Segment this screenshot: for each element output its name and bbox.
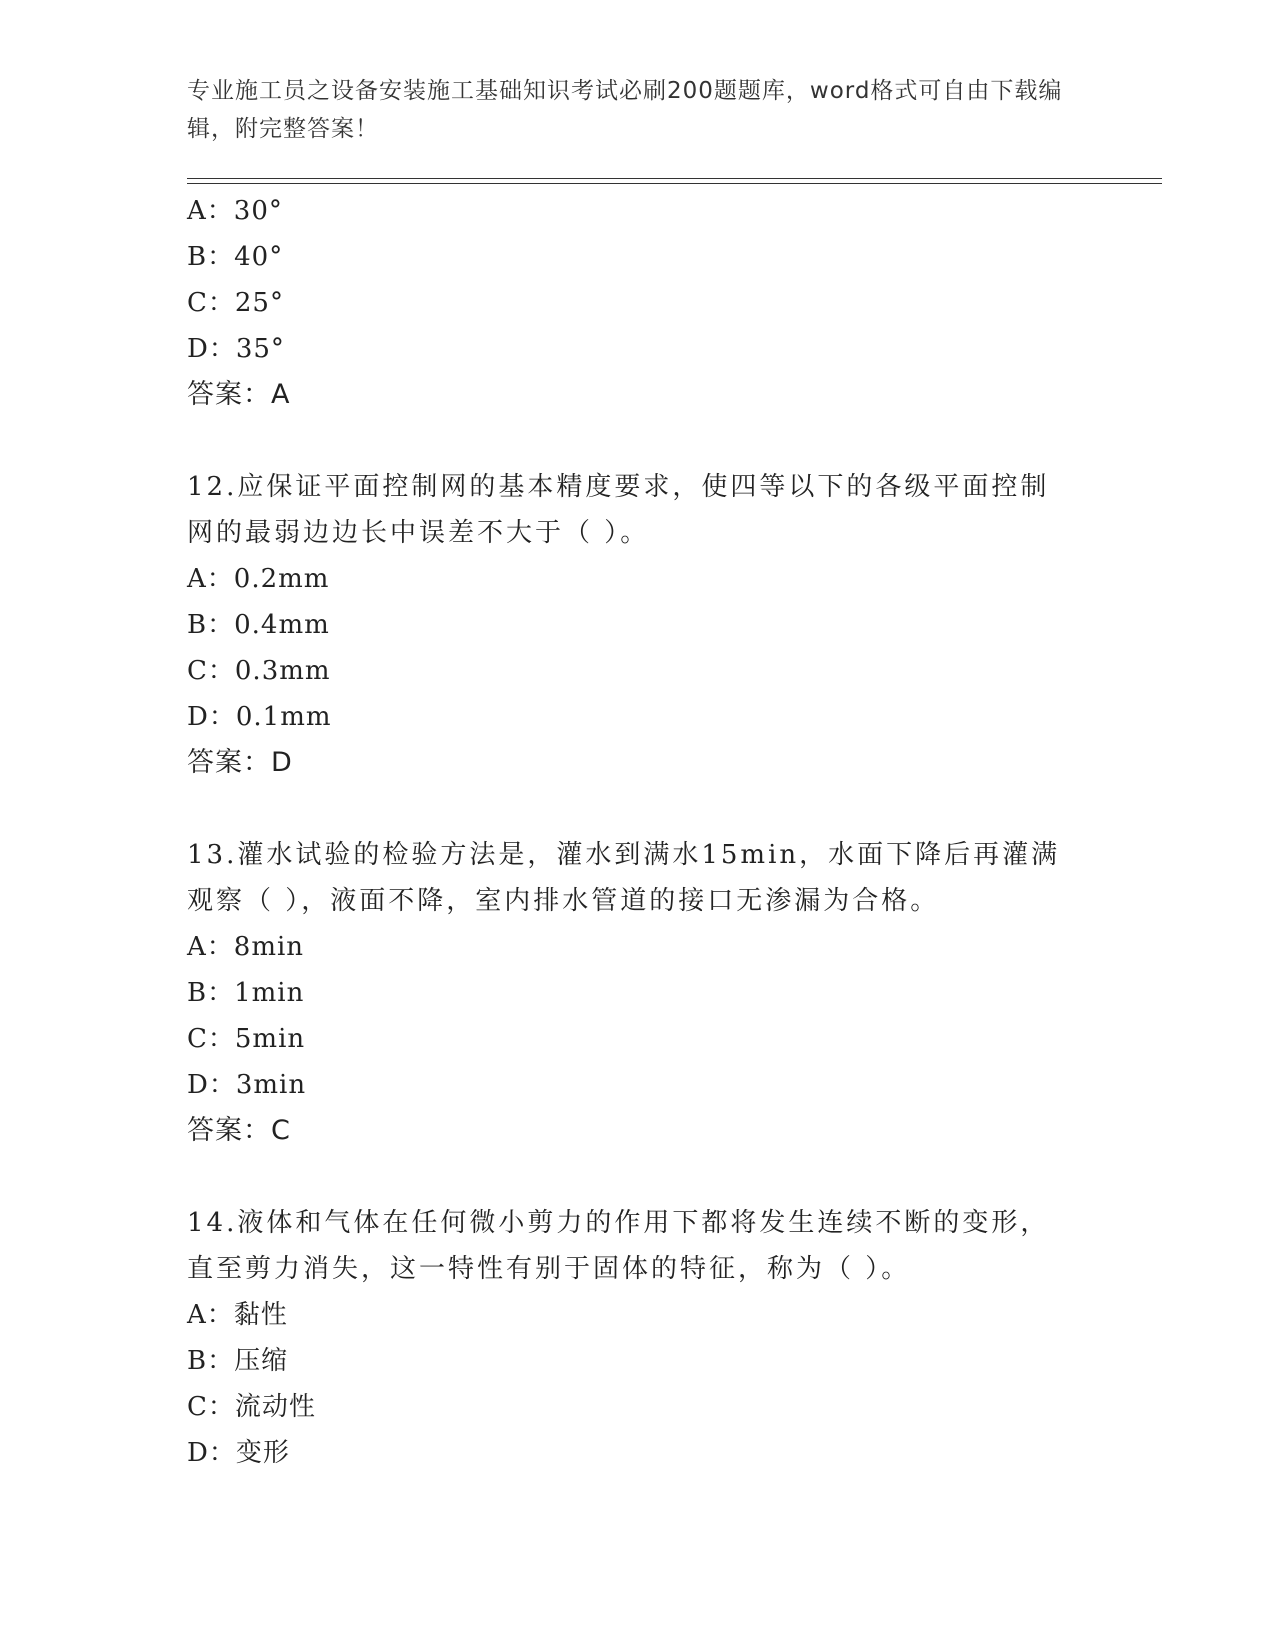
option-b: B：1min	[187, 978, 305, 1008]
option-c: C：流动性	[187, 1392, 316, 1422]
spacer	[187, 786, 1087, 832]
header-divider-top	[187, 178, 1162, 179]
option-b: B：0.4mm	[187, 610, 330, 640]
answer-line: 答案：C	[187, 1115, 291, 1146]
option-c: C：0.3mm	[187, 656, 331, 686]
question-text: 12.应保证平面控制网的基本精度要求，使四等以下的各级平面控制网的最弱边边长中误差不大于（ ）。	[187, 472, 1050, 548]
option-a: A：8min	[187, 932, 305, 962]
option-b: B：压缩	[187, 1346, 289, 1376]
option-d: D：35°	[187, 334, 285, 364]
question-text: 13.灌水试验的检验方法是，灌水到满水15min，水面下降后再灌满观察（ ），液面不降，室内排水管道的接口无渗漏为合格。	[187, 840, 1061, 916]
option-c: C：5min	[187, 1024, 306, 1054]
option-b: B：40°	[187, 242, 284, 272]
document-header: 专业施工员之设备安装施工基础知识考试必刷200题题库，word格式可自由下载编辑，附完整答案！	[187, 78, 1063, 142]
question-text: 14.液体和气体在任何微小剪力的作用下都将发生连续不断的变形，直至剪力消失，这一特性有别于固体的特征，称为（ ）。	[187, 1208, 1050, 1284]
question-block-11	[187, 188, 1087, 418]
question-block-14	[187, 1200, 1087, 1476]
spacer	[187, 1154, 1087, 1200]
option-d: D：变形	[187, 1438, 290, 1468]
header-divider-bottom	[187, 183, 1162, 184]
option-d: D：3min	[187, 1070, 307, 1100]
answer-line: 答案：D	[187, 747, 293, 778]
question-block-13	[187, 832, 1087, 1154]
question-list	[187, 188, 1087, 1476]
option-c: C：25°	[187, 288, 284, 318]
option-a: A：0.2mm	[187, 564, 330, 594]
spacer	[187, 418, 1087, 464]
option-a: A：黏性	[187, 1300, 288, 1330]
answer-line: 答案：A	[187, 379, 291, 410]
question-block-12	[187, 464, 1087, 786]
option-d: D：0.1mm	[187, 702, 332, 732]
option-a: A：30°	[187, 196, 283, 226]
